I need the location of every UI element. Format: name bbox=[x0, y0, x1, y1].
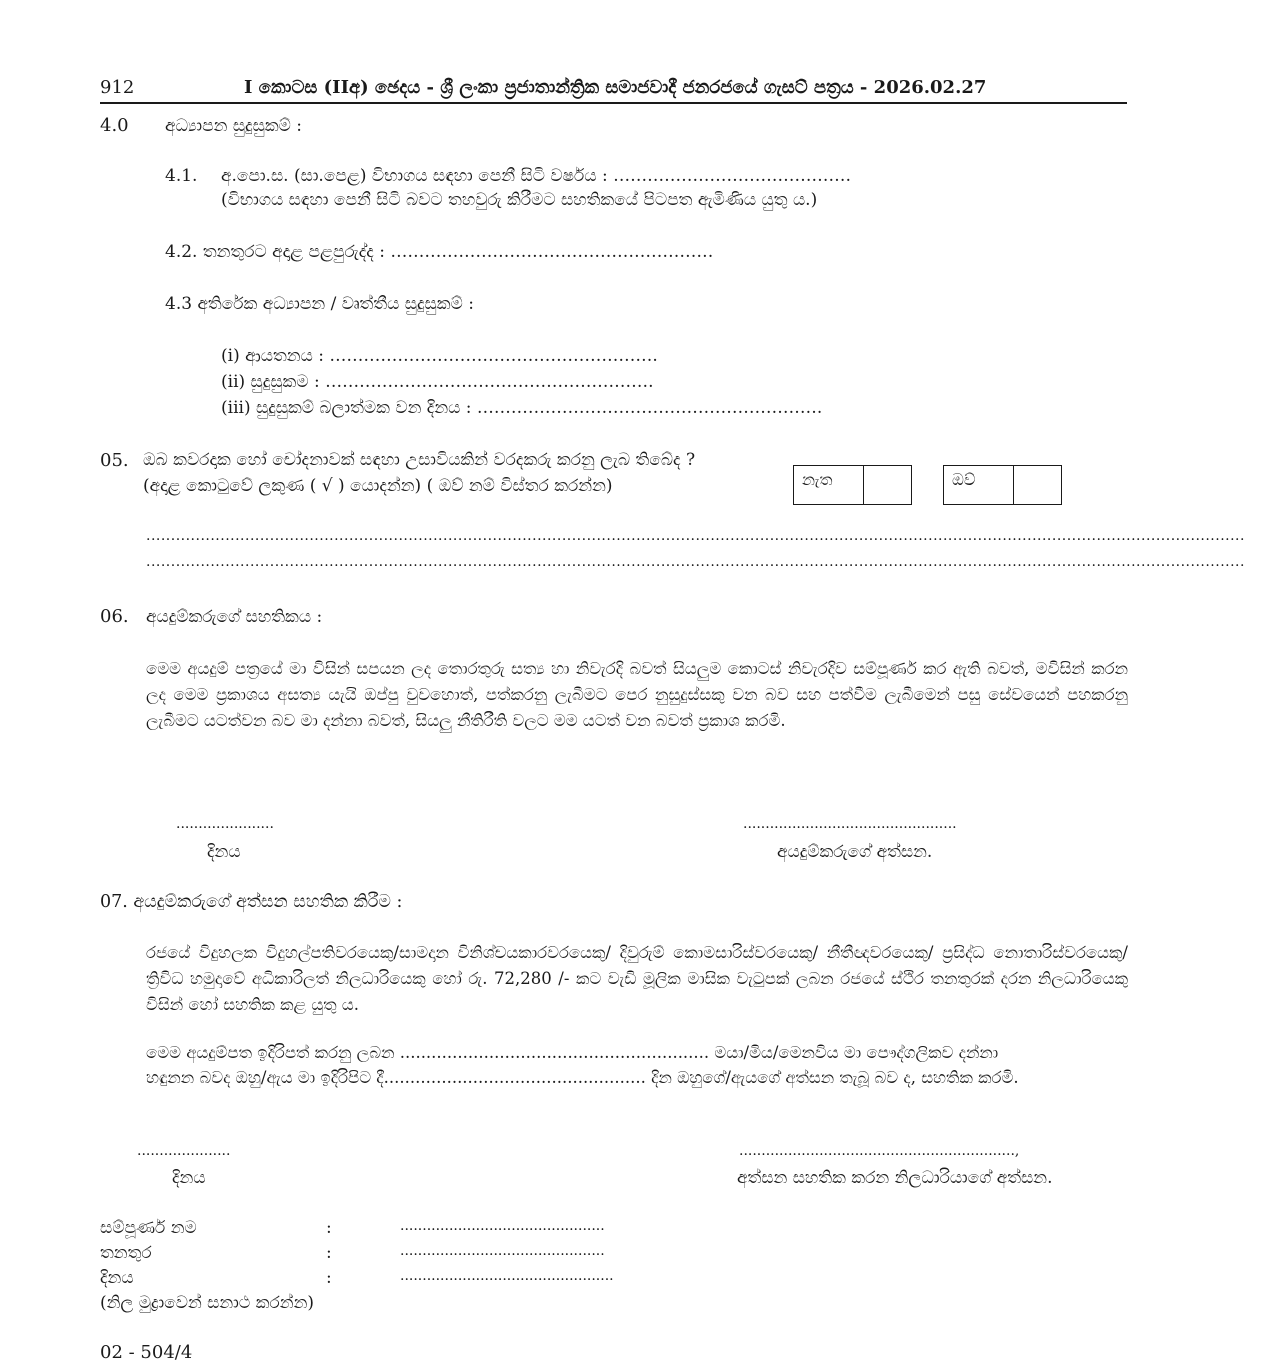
section-6-number: 06. bbox=[100, 606, 129, 627]
section-5-details-line-2[interactable]: .............................................................................................................................................................................................................................. bbox=[146, 554, 1245, 570]
certifier-signature-label: අත්සන සහතික කරන නිලධාරියාගේ අත්සන. bbox=[737, 1168, 1053, 1188]
section-6-title: අයදුම්කරුගේ සහතිකය : bbox=[146, 607, 323, 627]
page-number: 912 bbox=[100, 77, 135, 98]
answer-no-label: නැත bbox=[794, 466, 864, 504]
certifier-full-name-label: සම්පූර්ණ නම bbox=[100, 1218, 197, 1238]
answer-yes-box[interactable] bbox=[943, 465, 1062, 505]
section-5-note: (අදාළ කොටුවේ ලකුණ ( √ ) යොදන්න) ( ඔව් නම් විස්තර කරන්න) bbox=[143, 476, 613, 496]
applicant-signature-label: අයදුම්කරුගේ අත්සන. bbox=[777, 842, 933, 862]
q43-effective-date-field[interactable]: (iii) සුදුසුකම් බලාත්මක වන දිනය : ……………………………………………………. bbox=[221, 398, 823, 418]
q43-title: 4.3 අතිරේක අධ්‍යාපන / වෘත්තීය සුදුසුකම් : bbox=[165, 294, 474, 314]
q41-exam-year-field[interactable]: අ.පො.ස. (සා.පෙළ) විභාගය සඳහා පෙනී සිටි වර්ෂය : …………………………………… bbox=[221, 166, 852, 186]
applicant-declaration-text: මෙම අයදුම් පත්‍රයේ මා විසින් සපයන ලද තොරතුරු සත්‍ය හා නිවැරදි බවත් සියලුම කොටස් නිවැරදිව සම්පූර්ණ කර ඇති බවත්, මවිසින් කරන ලද මෙම ප්‍රකාශය අසත්‍ය යැයි ඔප්පු වුවහොත්, පත්කරනු ලැබීමට පෙර නුසුදුස්සකු වන බව සහ පත්වීම ලැබීමෙන් පසු සේවයෙන් පහකරනු ලැබීමට යටත්වන බව මා දන්නා බවත්, සියලු නීතිරීති වලට මම යටත් වන බවත් ප්‍රකාශ කරමි. bbox=[146, 659, 1128, 730]
certifier-date-label: දිනය bbox=[172, 1168, 206, 1188]
section-4-title: අධ්‍යාපන සුදුසුකම් : bbox=[165, 116, 302, 136]
certifier-full-name-field[interactable]: .............................................. bbox=[400, 1218, 605, 1234]
certifier-designation-colon: : bbox=[326, 1243, 332, 1263]
q42-experience-field[interactable]: 4.2. තනතුරට අදාළ පළපුරුද්ද : ………………………………………………… bbox=[165, 242, 714, 262]
certification-text-line-1: මෙම අයදුම්පත ඉදිරිපත් කරනු ලබන ........................................................... මයා/මිය/මෙනවිය මා පෞද්ගලිකව දන්නා bbox=[146, 1043, 999, 1062]
certifier-designation-label: තනතුර bbox=[100, 1243, 152, 1263]
answer-yes-label: ඔව් bbox=[944, 466, 1014, 504]
applicant-date-label: දිනය bbox=[207, 842, 241, 862]
answer-yes-checkbox[interactable] bbox=[1014, 466, 1061, 504]
q43-institution-field[interactable]: (i) ආයතනය : …………………………………………………. bbox=[221, 346, 658, 366]
section-4-number: 4.0 bbox=[100, 115, 129, 136]
section-5-question: ඔබ කවරදාක හෝ චෝදනාවක් සඳහා උසාවියකින් වරදකරු කරනු ලැබ තිබේද ? bbox=[143, 450, 696, 470]
section-5-number: 05. bbox=[100, 450, 129, 471]
certification-text-line-2: හඳුනන බවද ඔහු/ඇය මා ඉදිරිපිට දී.................................................. දින ඔහුගේ/ඇයගේ අත්සන තැබූ බව ද, සහතික කරමි. bbox=[146, 1068, 1019, 1087]
q41-number: 4.1. bbox=[165, 166, 198, 186]
certifier-designation-field[interactable]: .............................................. bbox=[400, 1243, 605, 1259]
certifier-date-row-label: දිනය bbox=[100, 1268, 134, 1288]
certifier-signature-dots[interactable]: .............................................................., bbox=[739, 1143, 1020, 1159]
certifier-date-row-field[interactable]: ................................................ bbox=[400, 1268, 614, 1284]
header-rule bbox=[100, 102, 1127, 104]
answer-no-checkbox[interactable] bbox=[864, 466, 911, 504]
certifier-eligibility-text: රජයේ විදුහලක විදුහල්පතිවරයෙකු/සාමදාන විනිශ්චයකාරවරයෙකු/ දිවුරුම් කොමසාරිස්වරයෙකු/ නීතීඥවරයෙකු/ ප්‍රසිද්ධ නොතාරිස්වරයෙකු/ ත්‍රිවිධ හමුදාවේ අධිකාරිලත් නිලධාරියෙකු හෝ රු. 72,280 /- කට වැඩි මූලික මාසික වැටුපක් ලබන රජයේ ස්ථිර තනතුරක් දරන නිලධාරියෙකු විසින් හෝ සහතික කළ යුතු ය. bbox=[146, 943, 1128, 1014]
answer-no-box[interactable] bbox=[793, 465, 912, 505]
certifier-date-row-colon: : bbox=[326, 1268, 332, 1288]
q41-note: (විභාගය සඳහා පෙනී සිටි බවට තහවුරු කිරීමට සහතිකයේ පිටපත ඇමිණිය යුතු ය.) bbox=[221, 190, 818, 210]
footer-reference-code: 02 - 504/4 bbox=[100, 1342, 193, 1363]
section-5-details-line-1[interactable]: .............................................................................................................................................................................................................................. bbox=[146, 528, 1245, 544]
applicant-signature-dots[interactable]: ................................................ bbox=[743, 816, 957, 832]
certifier-date-dots[interactable]: ..................... bbox=[137, 1143, 231, 1159]
official-seal-note: (නිල මුද්‍රාවෙන් සනාථ කරන්න) bbox=[100, 1293, 315, 1313]
q43-qualification-field[interactable]: (ii) සුදුසුකම : …………………………………………………. bbox=[221, 372, 654, 392]
certifier-full-name-colon: : bbox=[326, 1218, 332, 1238]
applicant-date-dots[interactable]: ...................... bbox=[176, 816, 274, 832]
gazette-header-title: I කොටස (IIඅ) ඡෙදය - ශ්‍රී ලංකා ප්‍රජාතාන්ත්‍රික සමාජවාදී ජනරජයේ ගැසට් පත්‍රය - 2026.02.27 bbox=[244, 77, 987, 98]
section-7-title: 07. අයදුම්කරුගේ අත්සන සහතික කිරීම : bbox=[100, 892, 403, 912]
